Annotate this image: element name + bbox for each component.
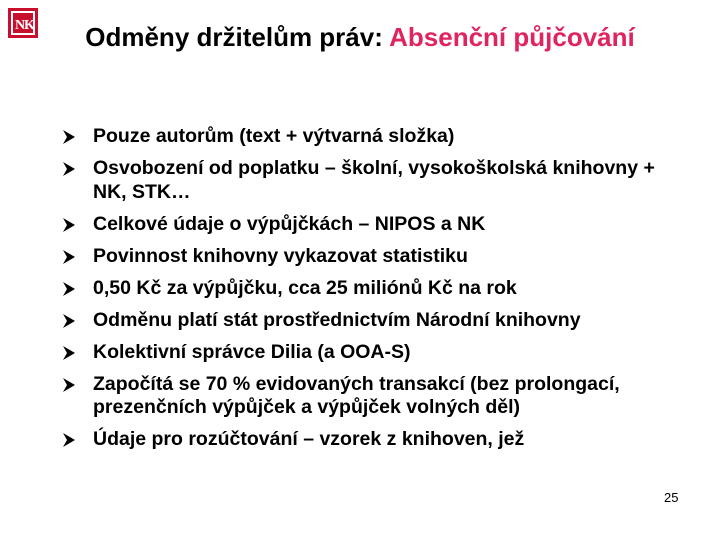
bullet-item — [60, 277, 660, 301]
arrow-bullet-icon — [60, 344, 78, 362]
bullet-text: Započítá se 70 % evidovaných transakcí (bez prolongací, prezenčních výpůjček a výpůjček volných děl) — [93, 372, 620, 418]
bullet-text: Údaje pro rozúčtování – vzorek z knihoven, jež — [93, 428, 525, 450]
svg-text:N: N — [15, 18, 26, 33]
bullet-text: 0,50 Kč za výpůjčku, cca 25 miliónů Kč na rok — [93, 276, 517, 299]
bullet-item — [60, 373, 660, 420]
bullet-item — [60, 213, 660, 237]
bullet-item — [60, 309, 660, 333]
bullet-item — [60, 341, 660, 365]
arrow-bullet-icon — [60, 216, 78, 234]
arrow-bullet-icon — [60, 128, 78, 146]
arrow-bullet-icon — [60, 376, 78, 394]
arrow-bullet-icon — [60, 312, 78, 330]
svg-text:K: K — [24, 18, 35, 33]
bullet-text: Odměnu platí stát prostřednictvím Národní knihovny — [93, 308, 581, 331]
bullet-text: Povinnost knihovny vykazovat statistiku — [93, 244, 468, 267]
bullet-text: Celkové údaje o výpůjčkách – NIPOS a NK — [93, 212, 486, 235]
arrow-bullet-icon — [60, 431, 78, 449]
bullet-item — [60, 428, 660, 452]
bullet-text: Kolektivní správce Dilia (a OOA-S) — [93, 340, 411, 363]
arrow-bullet-icon — [60, 280, 78, 298]
bullet-item — [60, 245, 660, 269]
slide-title — [60, 20, 660, 55]
nk-logo-icon — [8, 8, 38, 38]
bullet-text: Pouze autorům (text + výtvarná složka) — [93, 125, 455, 147]
page-number: 25 — [664, 490, 679, 505]
arrow-bullet-icon — [60, 248, 78, 266]
bullet-text: Osvobození od poplatku – školní, vysokoškolská knihovny + NK, STK… — [93, 157, 655, 203]
arrow-bullet-icon — [60, 160, 78, 178]
bullet-list — [60, 125, 660, 460]
slide-title-main: Odměny držitelům práv: — [85, 22, 390, 52]
bullet-item — [60, 157, 660, 204]
bullet-item — [60, 125, 660, 149]
slide-title-accent: Absenční půjčování — [389, 22, 635, 52]
